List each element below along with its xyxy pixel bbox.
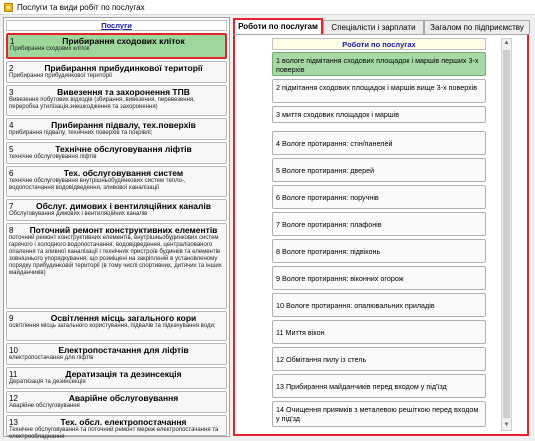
services-panel (3, 17, 230, 440)
work-item-11[interactable]: 11 Миття вікон (272, 320, 486, 344)
work-item-8[interactable]: 8 Вологе протирання: підвіконь (272, 239, 486, 263)
service-name: Обслуг. димових і вентиляційних каналів (36, 201, 211, 211)
work-item-1[interactable]: 1 вологе підмітання сходових площадок і маршів перших 3-х поверхів (272, 52, 486, 76)
service-item-3[interactable] (6, 85, 227, 116)
service-item-2[interactable] (6, 61, 227, 83)
service-number: 3 (9, 88, 14, 97)
service-item-11[interactable] (6, 367, 227, 389)
service-item-7[interactable] (6, 199, 227, 221)
scroll-up-icon[interactable]: ▲ (503, 40, 510, 46)
service-description: Аварійне обслуговування (9, 403, 80, 409)
work-item-9[interactable]: 9 Вологе протирання: віконних огорож (272, 266, 486, 290)
service-name: Освітлення місць загального кори (50, 313, 197, 323)
service-item-4[interactable] (6, 118, 227, 140)
service-name: Тех. обслуговування систем (63, 168, 184, 178)
service-description: Технічне обслуговування та поточний ремонт мереж електропостачання та електрообладнання (9, 427, 219, 440)
work-item-7[interactable]: 7 Вологе протирання: плафонів (272, 212, 486, 236)
service-number: 7 (9, 202, 14, 211)
service-name: Аварійне обслуговування (68, 393, 179, 403)
work-item-12[interactable]: 12 Обмітання пилу із стель (272, 347, 486, 371)
tab-specialists-salaries[interactable]: Спеціалісти і зарплати (323, 20, 424, 34)
work-item-2[interactable]: 2 підмітання сходових площадок і маршів вище 3-х поверхів (272, 79, 486, 103)
service-name: Поточний ремонт конструктивних елементів (29, 225, 218, 235)
work-item-4[interactable]: 4 Вологе протирання: стін/панелей (272, 131, 486, 155)
service-name: Прибирання підвалу, тех.поверхів (51, 120, 196, 130)
work-item-3[interactable]: 3 миття сходових площадок і маршів (272, 106, 486, 123)
service-name: Вивезення та захоронення ТПВ (57, 87, 190, 97)
service-number: 8 (9, 226, 14, 235)
service-number: 2 (9, 64, 14, 73)
works-panel (233, 34, 529, 436)
service-description: Прибирання прибудинкової території (9, 73, 113, 79)
service-description: Прибирання сходових кліток (10, 46, 90, 52)
works-header[interactable]: Роботи по послугах (272, 38, 486, 50)
service-number: 12 (9, 394, 18, 403)
title-bar (0, 0, 535, 15)
service-description: Обслуговування димових і вентиляційних каналів (9, 211, 148, 217)
service-name: Прибирання прибудинкової території (44, 63, 203, 73)
service-item-1[interactable] (6, 33, 227, 59)
tab-works-by-service[interactable]: Роботи по послугам (233, 18, 323, 34)
service-number: 10 (9, 346, 18, 355)
service-name: Дератизація та дезинсекція (65, 369, 182, 379)
service-name: Електропостачання для ліфтів (58, 345, 189, 355)
service-item-13[interactable] (6, 415, 227, 440)
service-item-10[interactable] (6, 343, 227, 365)
service-item-9[interactable] (6, 311, 227, 341)
app-window-icon (4, 3, 13, 12)
service-item-6[interactable] (6, 166, 227, 197)
service-description: прибирання підвалу, технічних поверхів та покрівлі; (9, 130, 153, 136)
work-item-6[interactable]: 6 Вологе протирання: поручнів (272, 185, 486, 209)
works-scrollbar[interactable] (501, 38, 512, 431)
service-name: Технічне обслуговування ліфтів (55, 144, 192, 154)
window-title: Послуги та види робіт по послугах (17, 2, 145, 12)
service-item-8[interactable] (6, 223, 227, 309)
service-item-12[interactable] (6, 391, 227, 413)
service-number: 11 (9, 370, 18, 379)
service-description: електропостачання для ліфтів (9, 355, 94, 361)
scroll-thumb[interactable] (503, 50, 510, 418)
work-item-5[interactable]: 5 Вологе протирання: дверей (272, 158, 486, 182)
service-number: 1 (10, 37, 15, 46)
work-item-10[interactable]: 10 Вологе протирання: опалювальних приладів (272, 293, 486, 317)
work-item-13[interactable]: 13 Прибирання майданчиків перед входом у під'їзд (272, 374, 486, 398)
service-description: технічне обслуговування внутрішньобудинкових систем тепло-, водопостачання водовідведення, зливової каналізації (9, 178, 186, 191)
service-name: Прибирання сходових кліток (62, 36, 185, 46)
tab-enterprise-total[interactable]: Загалом по підприємству (424, 20, 530, 34)
service-description: Дератизація та дезинсекція (9, 379, 86, 385)
service-number: 4 (9, 121, 14, 130)
tab-bar (233, 18, 531, 34)
service-item-5[interactable] (6, 142, 227, 164)
service-description: Вивезення побутових відходів (збирання, вивезення, перевезення, переробка утилізація,знешкодження та захоронення) (9, 97, 195, 110)
service-name: Тех. обсл. електропостачання (60, 417, 187, 427)
service-number: 5 (9, 145, 14, 154)
work-item-14[interactable]: 14 Очищення приямків з металевою решіткою перед входом у під'зд (272, 401, 486, 427)
services-header[interactable]: Послуги (6, 20, 227, 31)
service-number: 6 (9, 169, 14, 178)
service-description: поточний ремонт конструктивних елементів, внутрішньобудинкових систем гарячого і холодного водопостачання, водовідведення, централізованого опалення та зливної каналізації і технічних пристроїв будинків та елементів зовнішнього упорядкування, що розміщені на закріпленій в установленому порядку прибудинковій території (в тому числі спортивних, дитячих та інших майданчиків) (9, 235, 222, 276)
scroll-down-icon[interactable]: ▼ (503, 422, 510, 428)
service-number: 9 (9, 314, 14, 323)
service-description: технічне обслуговування ліфтів (9, 154, 97, 160)
service-description: освітлення місць загального користування, підвалів та підкачування води; (9, 323, 216, 329)
service-number: 13 (9, 418, 18, 427)
